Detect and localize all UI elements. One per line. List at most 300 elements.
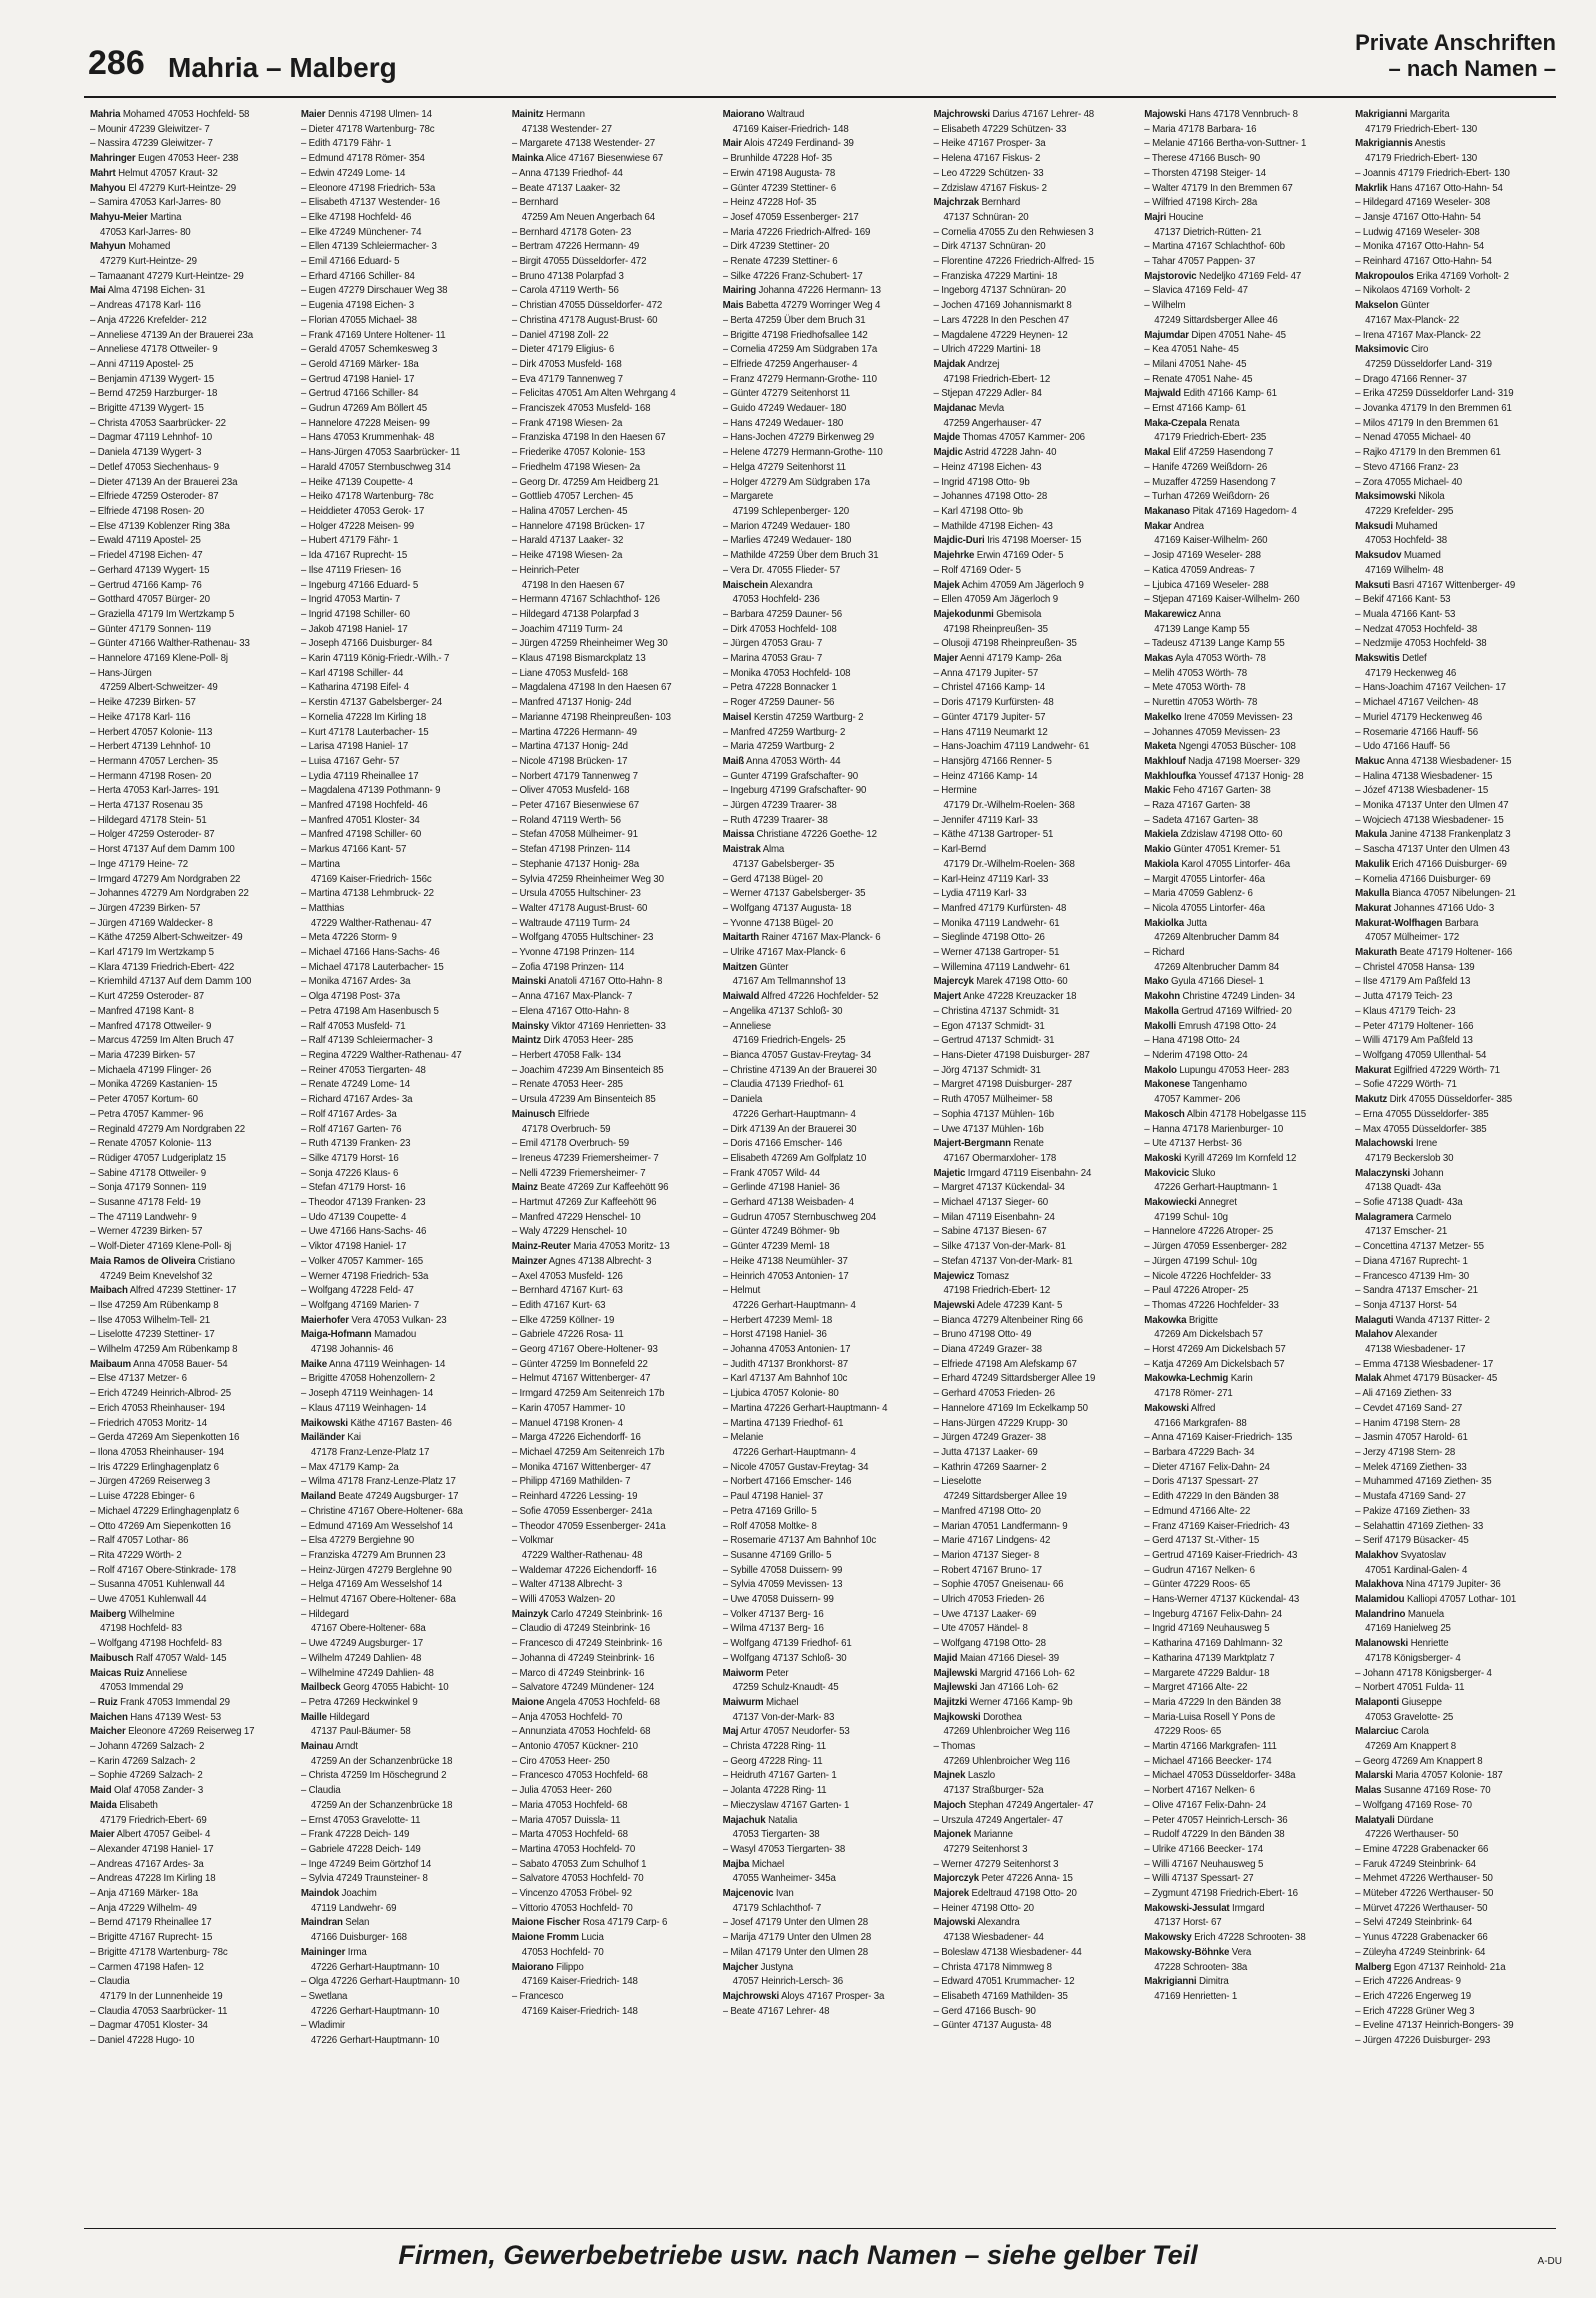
directory-entry: – Karl-Bernd xyxy=(933,844,987,856)
directory-entry: – Ernst 47166 Kamp- 61 xyxy=(1144,403,1247,415)
directory-entry: Maka-Czepala Renata xyxy=(1144,417,1240,429)
directory-entry: – Michael 47053 Düsseldorfer- 348a xyxy=(1144,1770,1296,1782)
directory-entry: – Monika 47269 Kastanien- 15 xyxy=(90,1079,218,1091)
directory-entry: Makio Günter 47051 Kremer- 51 xyxy=(1144,844,1281,856)
directory-entry: – Maria 47178 Barbara- 16 xyxy=(1144,123,1257,135)
directory-entry: – Christel 47166 Kamp- 14 xyxy=(933,682,1045,694)
directory-entry: Maintz Dirk 47053 Heer- 285 xyxy=(511,1035,634,1047)
directory-entry: Makuc Anna 47138 Wiesbadener- 15 xyxy=(1355,755,1512,767)
directory-entry: – Heinz 47228 Hof- 35 xyxy=(722,197,817,209)
directory-entry: – Waltraude 47119 Turm- 24 xyxy=(511,917,631,929)
directory-entry: – Ilse 47119 Friesen- 16 xyxy=(300,564,402,576)
directory-entry: – Friedrich 47053 Moritz- 14 xyxy=(90,1417,207,1429)
directory-entry: – Karl 47198 Schiller- 44 xyxy=(300,667,404,679)
directory-entry: 47166 Duisburger- 168 xyxy=(310,1932,407,1944)
directory-entry: Maischein Alexandra xyxy=(722,579,813,591)
directory-column xyxy=(301,108,506,2220)
directory-entry: – Hans-Joachim 47167 Veilchen- 17 xyxy=(1355,682,1506,694)
directory-entry: Makowski-Jessulat Irmgard xyxy=(1144,1902,1265,1914)
directory-entry: – Gerhard 47139 Wygert- 15 xyxy=(90,564,210,576)
directory-entry: – Yunus 47228 Grabenacker 66 xyxy=(1355,1932,1488,1944)
directory-entry: – Sonja 47179 Sonnen- 119 xyxy=(90,1182,207,1194)
directory-entry: 47167 Am Tellmannshof 13 xyxy=(732,976,846,988)
directory-entry: – Roger 47259 Dauner- 56 xyxy=(722,697,835,709)
directory-entry: – Hartmut 47269 Zur Kaffeehött 96 xyxy=(511,1197,657,1209)
directory-entry: – Ute 47137 Herbst- 36 xyxy=(1144,1138,1242,1150)
directory-entry: – Gertrud 47137 Schmidt- 31 xyxy=(933,1035,1055,1047)
directory-entry: – Erich 47228 Grüner Weg 3 xyxy=(1355,2005,1475,2017)
directory-entry: Makrigianni Margarita xyxy=(1355,109,1450,120)
directory-entry: – Anneliese 47139 An der Brauerei 23a xyxy=(90,329,254,341)
directory-entry: – Emma 47138 Wiesbadener- 17 xyxy=(1355,1358,1494,1370)
directory-entry: – Jürgen 47239 Birken- 57 xyxy=(90,902,201,914)
directory-entry: Majdak Andrzej xyxy=(933,358,1000,370)
directory-entry: 47169 Kaiser-Wilhelm- 260 xyxy=(1154,535,1268,547)
directory-entry: – Michael 47137 Sieger- 60 xyxy=(933,1197,1049,1209)
directory-entry: – Christa 47178 Nimmweg 8 xyxy=(933,1961,1052,1973)
directory-entry: – Monika 47053 Hochfeld- 108 xyxy=(722,667,851,679)
directory-entry: Malagramera Carmelo xyxy=(1355,1211,1452,1223)
directory-entry: – Olga 47226 Gerhart-Hauptmann- 10 xyxy=(300,1976,460,1988)
directory-entry: – Bertram 47226 Hermann- 49 xyxy=(511,241,640,253)
directory-entry: – Michael 47166 Hans-Sachs- 46 xyxy=(300,947,440,959)
directory-entry: – Barbara 47259 Dauner- 56 xyxy=(722,608,843,620)
directory-entry: – Melanie 47166 Bertha-von-Suttner- 1 xyxy=(1144,138,1307,150)
section-title-line1: Private Anschriften xyxy=(1355,30,1556,55)
directory-entry: – Rosemarie 47166 Hauff- 56 xyxy=(1355,726,1479,738)
directory-entry: – Marianne 47198 Rheinpreußen- 103 xyxy=(511,711,671,723)
directory-column xyxy=(723,108,928,2220)
directory-entry: – Josip 47169 Weseler- 288 xyxy=(1144,550,1261,562)
directory-entry: – Michael 47259 Am Seitenreich 17b xyxy=(511,1446,665,1458)
directory-entry: – Rolf 47167 Obere-Stinkrade- 178 xyxy=(90,1564,236,1576)
directory-entry: 47259 Am Neuen Angerbach 64 xyxy=(521,211,656,223)
directory-entry: – Hanna 47178 Marienburger- 10 xyxy=(1144,1123,1284,1135)
directory-entry: – Ludwig 47169 Weseler- 308 xyxy=(1355,226,1480,238)
directory-entry: 47199 Schlepenberger- 120 xyxy=(732,505,849,517)
directory-entry: – Sonja 47137 Horst- 54 xyxy=(1355,1299,1457,1311)
directory-entry: – Pakize 47169 Ziethen- 33 xyxy=(1355,1505,1470,1517)
directory-entry: Maibusch Ralf 47057 Wald- 145 xyxy=(90,1652,227,1664)
directory-entry: 47169 Wilhelm- 48 xyxy=(1365,564,1444,576)
directory-entry: – Eva 47179 Tannenweg 7 xyxy=(511,373,623,385)
footer-rule xyxy=(84,2228,1556,2229)
directory-entry: – Hans 47119 Neumarkt 12 xyxy=(933,726,1048,738)
directory-column xyxy=(933,108,1138,2220)
directory-entry: – Hans-Werner 47137 Kückendal- 43 xyxy=(1144,1594,1300,1606)
directory-entry: 47226 Gerhart-Hauptmann- 4 xyxy=(732,1299,856,1311)
directory-entry: – Jovanka 47179 In den Bremmen 61 xyxy=(1355,403,1512,415)
directory-entry: – Katja 47269 Am Dickelsbach 57 xyxy=(1144,1358,1285,1370)
directory-entry: – Gerd 47137 St.-Vither- 15 xyxy=(1144,1535,1260,1547)
directory-entry: – Karl 47137 Am Bahnhof 10c xyxy=(722,1373,848,1385)
directory-entry: – Manfred 47198 Hochfeld- 46 xyxy=(300,800,428,812)
directory-entry: 47198 Friedrich-Ebert- 12 xyxy=(943,1285,1051,1297)
directory-entry: – Monika 47167 Ardes- 3a xyxy=(300,976,411,988)
directory-entry: – Brigitte 47139 Wygert- 15 xyxy=(90,403,204,415)
section-title xyxy=(1355,30,1556,82)
directory-entry: 47229 Krefelder- 295 xyxy=(1365,505,1454,517)
directory-entry: – Daniel 47198 Zoll- 22 xyxy=(511,329,609,341)
directory-entry: 47137 Schnüran- 20 xyxy=(943,211,1029,223)
directory-entry: – Hermann 47057 Lerchen- 35 xyxy=(90,755,218,767)
directory-entry: – Eugen 47279 Dirschauer Weg 38 xyxy=(300,285,448,297)
directory-entry: Majer Aenni 47179 Kamp- 26a xyxy=(933,653,1062,665)
directory-entry: 47199 Schul- 10g xyxy=(1154,1211,1228,1223)
directory-entry: – Andreas 47228 Im Kirling 18 xyxy=(90,1873,216,1885)
directory-entry: – Josef 47059 Essenberger- 217 xyxy=(722,211,859,223)
directory-entry: Makulla Bianca 47057 Nibelungen- 21 xyxy=(1355,888,1516,900)
directory-entry: – Thorsten 47198 Steiger- 14 xyxy=(1144,167,1266,179)
directory-entry: – Kathrin 47269 Saarner- 2 xyxy=(933,1461,1047,1473)
directory-entry: – Franziska 47229 Martini- 18 xyxy=(933,270,1058,282)
directory-entry: 47269 Am Knappert 8 xyxy=(1365,1741,1457,1753)
directory-entry: – Lydia 47119 Karl- 33 xyxy=(933,888,1027,900)
directory-entry: Maiga-Hofmann Mamadou xyxy=(300,1329,417,1341)
directory-entry: – Ilse 47053 Wilhelm-Tell- 21 xyxy=(90,1314,211,1326)
directory-entry: – Nenad 47055 Michael- 40 xyxy=(1355,432,1471,444)
directory-entry: – Vittorio 47053 Hochfeld- 70 xyxy=(511,1902,633,1914)
directory-entry: 47279 Kurt-Heintze- 29 xyxy=(100,256,197,268)
directory-entry: – Jürgen 47169 Waldecker- 8 xyxy=(90,917,213,929)
directory-entry: – Melih 47053 Wörth- 78 xyxy=(1144,667,1247,679)
directory-entry: – Erwin 47198 Augusta- 78 xyxy=(722,167,836,179)
directory-entry: – Manfred 47198 Kant- 8 xyxy=(90,1005,194,1017)
directory-entry: – Francesco xyxy=(511,1991,564,2002)
directory-entry: – Christine 47139 An der Brauerei 30 xyxy=(722,1064,877,1076)
directory-entry: – Sophie 47057 Gneisenau- 66 xyxy=(933,1579,1064,1591)
directory-entry: – Olive 47167 Felix-Dahn- 24 xyxy=(1144,1799,1267,1811)
directory-entry: – Tadeusz 47139 Lange Kamp 55 xyxy=(1144,638,1285,650)
directory-entry: – Maria 47226 Friedrich-Alfred- 169 xyxy=(722,226,871,238)
directory-entry: – Nikolaos 47169 Vorholt- 2 xyxy=(1355,285,1471,297)
directory-entry: – Anna 47139 Friedhof- 44 xyxy=(511,167,623,179)
directory-entry: 47198 Friedrich-Ebert- 12 xyxy=(943,373,1051,385)
directory-entry: 47169 Kaiser-Friedrich- 156c xyxy=(310,873,432,885)
directory-entry: 47226 Gerhart-Hauptmann- 10 xyxy=(310,2005,440,2017)
directory-entry: – Jörg 47137 Schmidt- 31 xyxy=(933,1064,1041,1076)
directory-entry: Malachowski Irene xyxy=(1355,1138,1438,1150)
directory-entry: – Hildegard 47169 Weseler- 308 xyxy=(1355,197,1490,209)
directory-entry: – Theodor 47139 Franken- 23 xyxy=(300,1197,426,1209)
directory-entry: – Ruth 47239 Traarer- 38 xyxy=(722,814,828,826)
directory-entry: Majachuk Natalia xyxy=(722,1814,798,1826)
directory-entry: Maione Fischer Rosa 47179 Carp- 6 xyxy=(511,1917,668,1929)
directory-entry: – Hans-Jürgen 47229 Krupp- 30 xyxy=(933,1417,1068,1429)
directory-entry: – Sofie 47059 Essenberger- 241a xyxy=(511,1505,652,1517)
directory-entry: 47226 Gerhart-Hauptmann- 10 xyxy=(310,2035,440,2047)
directory-entry: – Franz 47279 Hermann-Grothe- 110 xyxy=(722,373,877,385)
directory-entry: – Jürgen 47239 Traarer- 38 xyxy=(722,800,837,812)
directory-entry: – Kornelia 47166 Duisburger- 69 xyxy=(1355,873,1491,885)
directory-entry: – Monika 47167 Otto-Hahn- 54 xyxy=(1355,241,1484,253)
directory-entry: – Christa 47228 Ring- 11 xyxy=(722,1741,826,1753)
directory-entry: – Wilhelmine 47249 Dahlien- 48 xyxy=(300,1667,434,1679)
directory-entry: Majcher Justyna xyxy=(722,1961,794,1973)
directory-entry: – Horst 47269 Am Dickelsbach 57 xyxy=(1144,1344,1286,1356)
directory-entry: – Marina 47053 Grau- 7 xyxy=(722,653,823,665)
directory-entry: – Dirk 47139 An der Brauerei 30 xyxy=(722,1123,857,1135)
directory-entry: – Edith 47179 Fähr- 1 xyxy=(300,138,392,150)
directory-entry: – Stephanie 47137 Honig- 28a xyxy=(511,858,639,870)
directory-entry: – Erhard 47249 Sittardsberger Allee 19 xyxy=(933,1373,1096,1385)
directory-entry: – Jochen 47169 Johannismarkt 8 xyxy=(933,300,1072,312)
directory-entry: Maione Angela 47053 Hochfeld- 68 xyxy=(511,1696,660,1708)
directory-entry: Makrigianni Dimitra xyxy=(1144,1976,1229,1988)
directory-entry: – Nassira 47239 Gleiwitzer- 7 xyxy=(90,138,213,150)
directory-entry: – Hans 47249 Wedauer- 180 xyxy=(722,417,844,429)
directory-entry: – Werner 47137 Gabelsberger- 35 xyxy=(722,888,866,900)
directory-entry: – Irena 47167 Max-Planck- 22 xyxy=(1355,329,1481,341)
directory-entry: – Dieter 47179 Eligius- 6 xyxy=(511,344,615,356)
directory-entry: 47057 Mülheimer- 172 xyxy=(1365,932,1460,944)
directory-entry: 47249 Sittardsberger Allee 19 xyxy=(943,1491,1067,1503)
directory-entry: – Manfred 47179 Kurfürsten- 48 xyxy=(933,902,1067,914)
directory-entry: – Diana 47249 Grazer- 38 xyxy=(933,1344,1042,1356)
directory-entry: – Friedhelm 47198 Wiesen- 2a xyxy=(511,461,640,473)
directory-entry: 47138 Wiesbadener- 17 xyxy=(1365,1344,1466,1356)
directory-entry: – Marta 47053 Hochfeld- 68 xyxy=(511,1829,628,1841)
directory-entry: – Ingrid 47053 Martin- 7 xyxy=(300,594,401,606)
directory-entry: – Walter 47138 Albrecht- 3 xyxy=(511,1579,623,1591)
directory-entry: – Peter 47057 Kortum- 60 xyxy=(90,1094,198,1106)
directory-entry: – Brigitte 47167 Ruprecht- 15 xyxy=(90,1932,213,1944)
directory-entry: Makhlouf Nadja 47198 Moerser- 329 xyxy=(1144,755,1300,767)
directory-entry: Makic Feho 47167 Garten- 38 xyxy=(1144,785,1271,797)
directory-entry: – Zygmunt 47198 Friedrich-Ebert- 16 xyxy=(1144,1888,1298,1900)
directory-entry: – Turhan 47269 Weißdorn- 26 xyxy=(1144,491,1270,503)
directory-entry: – Klara 47139 Friedrich-Ebert- 422 xyxy=(90,961,235,973)
directory-entry: Makohn Christine 47249 Linden- 34 xyxy=(1144,991,1295,1003)
directory-entry: Makonese Tangenhamo xyxy=(1144,1079,1247,1091)
directory-entry: – Ewald 47119 Apostel- 25 xyxy=(90,535,201,547)
directory-entry: – Doris 47166 Emscher- 146 xyxy=(722,1138,842,1150)
directory-entry: Maione Fromm Lucia xyxy=(511,1932,604,1944)
directory-entry: 47053 Tiergarten- 38 xyxy=(732,1829,820,1841)
directory-entry: – Reiner 47053 Tiergarten- 48 xyxy=(300,1064,426,1076)
directory-entry: – Sieglinde 47198 Otto- 26 xyxy=(933,932,1045,944)
directory-entry: – Ulrike 47167 Max-Planck- 6 xyxy=(722,947,846,959)
directory-entry: – Michael 47166 Beecker- 174 xyxy=(1144,1755,1272,1767)
directory-entry: Maindok Joachim xyxy=(300,1888,377,1900)
directory-entry: Maier Dennis 47198 Ulmen- 14 xyxy=(300,109,432,120)
directory-entry: – Werner 47138 Gartroper- 51 xyxy=(933,947,1060,959)
directory-entry: – Bruno 47198 Otto- 49 xyxy=(933,1329,1032,1341)
directory-entry: – Jürgen 47053 Grau- 7 xyxy=(722,638,823,650)
directory-entry: – Milan 47119 Eisenbahn- 24 xyxy=(933,1211,1055,1223)
directory-entry: Makiola Karol 47055 Lintorfer- 46a xyxy=(1144,858,1290,870)
directory-entry: Majekodunmi Gbemisola xyxy=(933,608,1042,620)
directory-entry: 47138 Quadt- 43a xyxy=(1365,1182,1441,1194)
directory-entry: – Herbert 47239 Meml- 18 xyxy=(722,1314,833,1326)
directory-entry: – Max 47055 Düsseldorfer- 385 xyxy=(1355,1123,1487,1135)
directory-entry: – Willi 47167 Neuhausweg 5 xyxy=(1144,1858,1264,1870)
directory-entry: Makolli Emrush 47198 Otto- 24 xyxy=(1144,1020,1277,1032)
directory-entry: – Lydia 47119 Rheinallee 17 xyxy=(300,770,419,782)
directory-entry: – Karl 47179 Im Wertzkamp 5 xyxy=(90,947,214,959)
directory-entry: – Ali 47169 Ziethen- 33 xyxy=(1355,1388,1452,1400)
directory-entry: – Michael 47167 Veilchen- 48 xyxy=(1355,697,1479,709)
directory-entry: – Selahattin 47169 Ziethen- 33 xyxy=(1355,1520,1484,1532)
directory-entry: – Christa 47259 Im Höschegrund 2 xyxy=(300,1770,447,1782)
directory-entry: – Herbert 47058 Falk- 134 xyxy=(511,1050,622,1061)
directory-entry: 47178 Overbruch- 59 xyxy=(521,1123,611,1135)
directory-entry: – Ralf 47057 Lothar- 86 xyxy=(90,1535,189,1547)
directory-entry: 47259 Düsseldorfer Land- 319 xyxy=(1365,358,1492,370)
directory-entry: – Herbert 47057 Kolonie- 113 xyxy=(90,726,213,738)
directory-entry: – Klaus 47179 Teich- 23 xyxy=(1355,1005,1456,1017)
directory-entry: – Manfred 47198 Schiller- 60 xyxy=(300,829,422,841)
directory-entry: – Gabriele 47226 Rosa- 11 xyxy=(511,1329,624,1341)
directory-entry: – Susanna 47051 Kuhlenwall 44 xyxy=(90,1579,225,1591)
directory-entry: – Ingeburg 47166 Eduard- 5 xyxy=(300,579,419,591)
directory-entry: Majdanac Mevla xyxy=(933,403,1005,415)
directory-entry: – Else 47137 Metzer- 6 xyxy=(90,1373,187,1385)
directory-entry: Maiwurm Michael xyxy=(722,1696,799,1708)
directory-entry: – Claudia 47139 Friedhof- 61 xyxy=(722,1079,844,1091)
directory-entry: – Martina 47137 Honig- 24d xyxy=(511,741,628,753)
directory-entry: 47259 Albert-Schweitzer- 49 xyxy=(100,682,218,694)
directory-entry: Majid Maian 47166 Diesel- 39 xyxy=(933,1652,1060,1664)
directory-entry: – Elfriede 47198 Rosen- 20 xyxy=(90,505,205,517)
directory-entry: – Ursula 47055 Hultschiner- 23 xyxy=(511,888,641,900)
directory-entry: – Holger 47279 Am Südgraben 17a xyxy=(722,476,870,488)
directory-entry: – Nicole 47057 Gustav-Freytag- 34 xyxy=(722,1461,869,1473)
directory-entry: – Eleonore 47198 Friedrich- 53a xyxy=(300,182,436,194)
directory-entry: – Elisabeth 47137 Westender- 16 xyxy=(300,197,440,209)
directory-entry: – Matthias xyxy=(300,902,345,914)
directory-entry: – Vera Dr. 47055 Flieder- 57 xyxy=(722,564,841,576)
directory-entry: – Katica 47059 Andreas- 7 xyxy=(1144,564,1255,576)
directory-entry: – Yvonne 47138 Bügel- 20 xyxy=(722,917,833,929)
directory-entry: 47179 Friedrich-Ebert- 235 xyxy=(1154,432,1267,444)
directory-entry: – Georg 47228 Ring- 11 xyxy=(722,1755,823,1767)
directory-entry: – Karl-Heinz 47119 Karl- 33 xyxy=(933,873,1049,885)
directory-entry: Majri Houcine xyxy=(1144,211,1204,223)
directory-entry: – Friederike 47057 Kolonie- 153 xyxy=(511,447,645,459)
directory-entry: 47053 Karl-Jarres- 80 xyxy=(100,226,191,238)
directory-entry: – Brunhilde 47228 Hof- 35 xyxy=(722,153,832,165)
directory-entry: 47169 Hanielweg 25 xyxy=(1365,1623,1451,1635)
directory-entry: Makulik Erich 47166 Duisburger- 69 xyxy=(1355,858,1507,870)
directory-entry: Majercyk Marek 47198 Otto- 60 xyxy=(933,976,1068,988)
directory-entry: Malakhova Nina 47179 Jupiter- 36 xyxy=(1355,1579,1501,1591)
directory-entry: Mahrt Helmut 47057 Kraut- 32 xyxy=(90,167,218,179)
directory-entry: – Martina 47167 Schlachthof- 60b xyxy=(1144,241,1285,253)
directory-entry: – Jansje 47167 Otto-Hahn- 54 xyxy=(1355,211,1481,223)
directory-entry: Majchrowski Darius 47167 Lehrer- 48 xyxy=(933,109,1095,120)
directory-entry: – Regina 47229 Walther-Rathenau- 47 xyxy=(300,1050,462,1061)
directory-entry: – Uwe 47058 Duissern- 99 xyxy=(722,1594,834,1606)
directory-entry: – Marija 47179 Unter den Ulmen 28 xyxy=(722,1932,872,1944)
directory-entry: – Susanne 47169 Grillo- 5 xyxy=(722,1549,832,1561)
directory-entry: – Erna 47055 Düsseldorfer- 385 xyxy=(1355,1108,1489,1120)
directory-entry: Mahyun Mohamed xyxy=(90,241,171,253)
directory-entry: – Heiner 47198 Otto- 20 xyxy=(933,1902,1034,1914)
directory-entry: – Hans-Jürgen 47053 Saarbrücker- 11 xyxy=(300,447,461,459)
directory-entry: 47269 Uhlenbroicher Weg 116 xyxy=(943,1726,1070,1738)
directory-entry: – Uwe 47137 Mühlen- 16b xyxy=(933,1123,1044,1135)
directory-entry: Majitzki Werner 47166 Kamp- 9b xyxy=(933,1696,1073,1708)
directory-entry: – Hanim 47198 Stern- 28 xyxy=(1355,1417,1460,1429)
directory-entry: – Heiko 47178 Wartenburg- 78c xyxy=(300,491,434,503)
directory-entry: 47229 Walther-Rathenau- 47 xyxy=(310,917,432,929)
directory-entry: – Olusoji 47198 Rheinpreußen- 35 xyxy=(933,638,1077,650)
directory-entry: Majdic-Duri Iris 47198 Moerser- 15 xyxy=(933,535,1082,547)
directory-entry: Makselon Günter xyxy=(1355,300,1430,312)
directory-entry: – Gottlieb 47057 Lerchen- 45 xyxy=(511,491,634,503)
directory-entry: – Eugenia 47198 Eichen- 3 xyxy=(300,300,414,312)
directory-entry: – Manfred 47137 Honig- 24d xyxy=(511,697,632,709)
directory-entry: – Anna 47167 Max-Planck- 7 xyxy=(511,991,633,1003)
directory-entry: – Carmen 47198 Hafen- 12 xyxy=(90,1961,204,1973)
directory-entry: – Muzaffer 47259 Hasendong 7 xyxy=(1144,476,1276,488)
directory-entry: – Günter 47229 Roos- 65 xyxy=(1144,1579,1251,1591)
directory-entry: 47169 Henrietten- 1 xyxy=(1154,1991,1238,2002)
directory-entry: Majde Thomas 47057 Kammer- 206 xyxy=(933,432,1085,444)
directory-entry: Maksudi Muhamed xyxy=(1355,520,1438,532)
directory-entry: – Margarete 47138 Westender- 27 xyxy=(511,138,655,150)
directory-entry: 47226 Gerhart-Hauptmann- 10 xyxy=(310,1961,440,1973)
page-range: Mahria – Malberg xyxy=(168,52,397,83)
directory-entry: – Paul 47226 Atroper- 25 xyxy=(1144,1285,1249,1297)
directory-entry: – Kea 47051 Nahe- 45 xyxy=(1144,344,1239,356)
directory-entry: – Joseph 47166 Duisburger- 84 xyxy=(300,638,433,650)
directory-entry: Majek Achim 47059 Am Jägerloch 9 xyxy=(933,579,1084,591)
directory-entry: – Marco di 47249 Steinbrink- 16 xyxy=(511,1667,645,1679)
directory-entry: – Sophie 47269 Salzach- 2 xyxy=(90,1770,203,1782)
directory-entry: Malas Susanne 47169 Rose- 70 xyxy=(1355,1785,1491,1797)
directory-entry: – Doris 47137 Spessart- 27 xyxy=(1144,1476,1259,1488)
directory-entry: – Jürgen 47259 Rheinheimer Weg 30 xyxy=(511,638,668,650)
directory-entry: – Gunter 47199 Grafschafter- 90 xyxy=(722,770,858,782)
directory-entry: – Sabine 47137 Biesen- 67 xyxy=(933,1226,1047,1238)
directory-entry: – Robert 47167 Bruno- 17 xyxy=(933,1564,1042,1576)
directory-entry: Mahyu-Meier Martina xyxy=(90,211,182,223)
directory-entry: Makula Janine 47138 Frankenplatz 3 xyxy=(1355,829,1511,841)
directory-entry: – Jürgen 47226 Duisburger- 293 xyxy=(1355,2035,1491,2047)
directory-entry: – Erhard 47166 Schiller- 84 xyxy=(300,270,415,282)
directory-entry: – Johann 47269 Salzach- 2 xyxy=(90,1741,205,1753)
directory-entry: – Horst 47198 Haniel- 36 xyxy=(722,1329,827,1341)
directory-entry: – Sonja 47226 Klaus- 6 xyxy=(300,1167,399,1179)
directory-entry: – Inge 47179 Heine- 72 xyxy=(90,858,188,870)
directory-entry: – Helmut xyxy=(722,1285,761,1297)
directory-entry: Majowski Alexandra xyxy=(933,1917,1020,1929)
directory-entry: – Monika 47119 Landwehr- 61 xyxy=(933,917,1060,929)
directory-entry: – Bruno 47138 Polarpfad 3 xyxy=(511,270,624,282)
directory-entry: – Francesco di 47249 Steinbrink- 16 xyxy=(511,1638,663,1650)
directory-entry: – Uwe 47249 Augsburger- 17 xyxy=(300,1638,423,1650)
directory-entry: – Ingrid 47198 Schiller- 60 xyxy=(300,608,410,620)
directory-entry: – Maria 47229 In den Bänden 38 xyxy=(1144,1696,1281,1708)
directory-entry: – Mete 47053 Wörth- 78 xyxy=(1144,682,1246,694)
directory-entry: – Renate 47051 Nahe- 45 xyxy=(1144,373,1253,385)
directory-entry: – Hannelore 47169 Klene-Poll- 8j xyxy=(90,653,228,665)
directory-entry: – Werner 47239 Birken- 57 xyxy=(90,1226,203,1238)
directory-entry: 47137 Paul-Bäumer- 58 xyxy=(310,1726,411,1738)
directory-entry: – Heike 47178 Karl- 116 xyxy=(90,711,191,723)
directory-entry: – Stefan 47058 Mülheimer- 91 xyxy=(511,829,638,841)
directory-entry: – Manfred 47178 Ottweiler- 9 xyxy=(90,1020,212,1032)
directory-entry: – Ernst 47053 Gravelotte- 11 xyxy=(300,1814,421,1826)
directory-entry: Mainzer Agnes 47138 Albrecht- 3 xyxy=(511,1255,652,1267)
directory-entry: – Liane 47053 Musfeld- 168 xyxy=(511,667,628,679)
directory-entry: – Wolfgang 47059 Ullenthal- 54 xyxy=(1355,1050,1487,1061)
directory-entry: – Günter 47179 Jupiter- 57 xyxy=(933,711,1046,723)
directory-entry: Malarciuc Carola xyxy=(1355,1726,1429,1738)
directory-entry: Majert Anke 47228 Kreuzacker 18 xyxy=(933,991,1077,1003)
